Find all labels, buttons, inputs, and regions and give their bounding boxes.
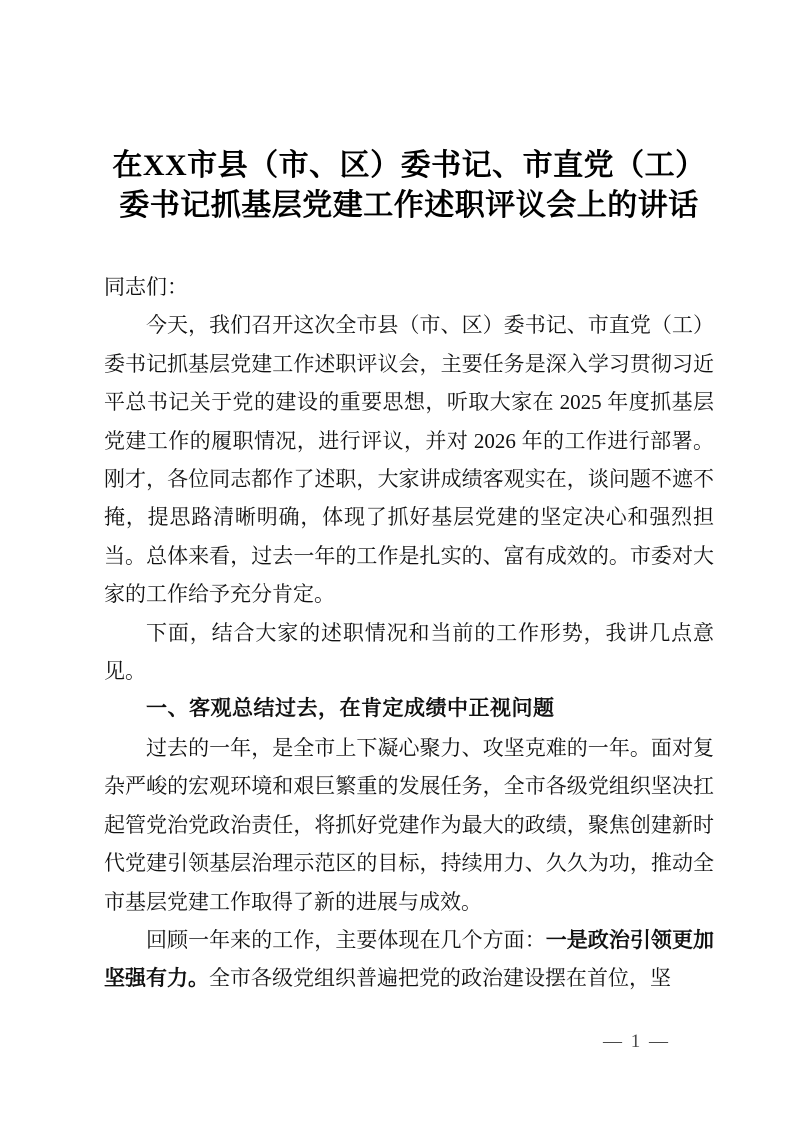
page-number: — 1 —	[603, 1031, 670, 1052]
title-line: 委书记抓基层党建工作述职评议会上的讲话	[119, 189, 699, 222]
text-run: 下面，结合大家的述职情况和当前的工作形势，我讲几点意见。	[104, 620, 714, 684]
emphasis-text: 一是政治引领更加坚强有力。	[104, 927, 715, 991]
section-heading	[104, 690, 714, 728]
text-run: 回顾一年来的工作，主要体现在几个方面：	[146, 927, 546, 952]
paragraph	[104, 614, 714, 691]
paragraph	[104, 921, 714, 998]
text-run: 今天，我们召开这次全市县（市、区）委书记、市直党（工）委书记抓基层党建工作述职评议会，主要任务是深入学习贯彻习近平总书记关于党的建设的重要思想，听取大家在 2025 年度抓基层党建工作的履职情况，进行评议，并对 2026 年的工作进行部署。刚才，各位同志都作了述职，大家讲成绩客观实在，谈问题不遮不掩，提思路清晰明确，体现了抓好基层党建的坚定决心和强烈担当。总体来看，过去一年的工作是扎实的、富有成效的。市委对大家的工作给予充分肯定。	[104, 313, 714, 607]
document-title	[104, 146, 714, 226]
document-content	[104, 146, 714, 998]
salutation: 同志们：	[104, 275, 188, 299]
title-line: 在XX市县（市、区）委书记、市直党（工）	[112, 149, 706, 182]
paragraph	[104, 306, 714, 613]
text-run: 全市各级党组织普遍把党的政治建设摆在首位，坚	[209, 966, 671, 991]
text-run: 过去的一年，是全市上下凝心聚力、攻坚克难的一年。面对复杂严峻的宏观环境和艰巨繁重的发展任务，全市各级党组织坚决扛起管党治党政治责任，将抓好党建作为最大的政绩，聚焦创建新时代党建引领基层治理示范区的目标，持续用力、久久为功，推动全市基层党建工作取得了新的进展与成效。	[104, 735, 714, 914]
emphasis-text: 一、客观总结过去，在肯定成绩中正视问题	[146, 697, 555, 721]
paragraph	[104, 729, 714, 921]
document-body	[104, 306, 714, 997]
